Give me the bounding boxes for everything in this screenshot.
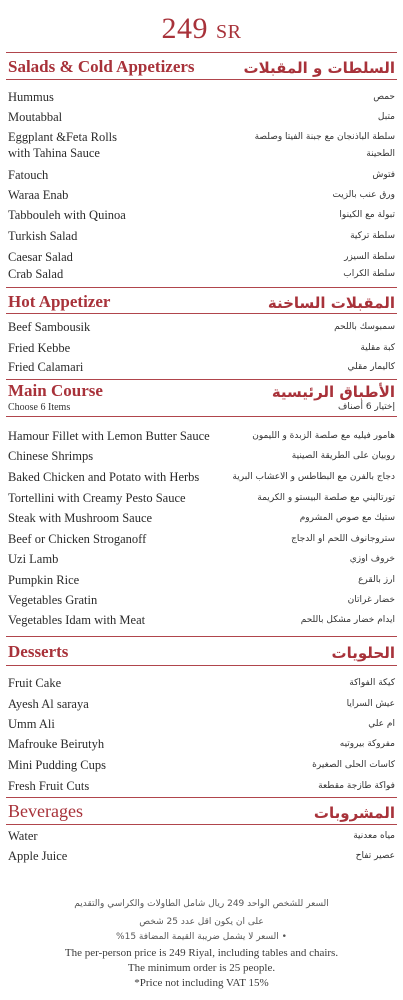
menu-item: [8, 319, 395, 335]
item-name-ar: سلطة تركية: [350, 231, 395, 241]
item-name-en: Mafrouke Beirutyh: [8, 737, 105, 751]
item-name-en: Chinese Shrimps: [8, 449, 94, 463]
divider: [6, 665, 397, 666]
menu-item: [8, 340, 395, 356]
footer-note-en-price: The per-person price is 249 Riyal, including tables and chairs.: [64, 947, 339, 959]
item-name-en: Umm Ali: [8, 717, 55, 731]
item-name-ar: كبة مقلية: [360, 343, 395, 353]
menu-item: [8, 490, 395, 506]
item-name-ar: دجاج بالفرن مع البطاطس و الاعشاب البرية: [232, 472, 395, 482]
item-name-en-line1: Eggplant &Feta Rolls: [8, 130, 118, 144]
menu-item: [8, 531, 395, 547]
price-unit: SR: [216, 21, 242, 43]
item-name-en: Fresh Fruit Cuts: [8, 779, 90, 793]
menu-item: [8, 696, 395, 712]
item-name-en: Hamour Fillet with Lemon Butter Sauce: [8, 429, 210, 443]
footer-note-ar-minimum: على ان يكون اقل عدد 25 شخص: [139, 917, 264, 927]
menu-item: [8, 572, 395, 588]
item-name-en: Fatouch: [8, 168, 49, 182]
item-name-ar: كاسات الحلى الصغيرة: [312, 760, 395, 770]
item-name-ar: حمص: [373, 92, 395, 102]
item-name-en: Pumpkin Rice: [8, 573, 80, 587]
item-name-ar: كيكة الفواكة: [349, 678, 395, 688]
item-name-ar: عيش السرايا: [346, 699, 395, 709]
item-name-ar: ارز بالقرع: [358, 575, 395, 585]
item-name-en: Baked Chicken and Potato with Herbs: [8, 470, 200, 484]
menu-price: [0, 12, 403, 46]
menu-item: [8, 510, 395, 526]
item-name-en: Crab Salad: [8, 267, 64, 281]
section-title-ar: المقبلات الساخنة: [267, 294, 395, 312]
item-name-en-line2: with Tahina Sauce: [8, 146, 100, 160]
item-name-en: Turkish Salad: [8, 229, 78, 243]
item-name-en: Tabbouleh with Quinoa: [8, 208, 126, 222]
item-name-en: Caesar Salad: [8, 250, 73, 264]
item-name-ar: تبولة مع الكينوا: [339, 210, 395, 220]
item-name-en: Steak with Mushroom Sauce: [8, 511, 153, 525]
item-name-ar: مياه معدنية: [353, 831, 395, 841]
item-name-ar: ورق عنب بالزيت: [332, 190, 395, 200]
item-name-en: Waraa Enab: [8, 188, 69, 202]
item-name-ar: ايدام خضار مشكل باللحم: [300, 615, 395, 625]
menu-item: [8, 129, 395, 163]
item-name-en: Water: [8, 829, 38, 843]
section-title-en: Hot Appetizer: [8, 292, 111, 311]
menu-item: [8, 612, 395, 628]
footer-note-ar-price: السعر للشخص الواحد 249 ريال شامل الطاولات والكراسي والتقديم: [74, 899, 329, 909]
item-name-ar: ام علي: [368, 719, 395, 729]
item-name-ar: ستروجانوف اللحم او الدجاج: [291, 534, 395, 544]
menu-item: [8, 187, 395, 203]
menu-item: [8, 675, 395, 691]
divider: [6, 79, 397, 80]
divider: [6, 379, 397, 380]
item-name-en: Vegetables Gratin: [8, 593, 98, 607]
divider: [6, 416, 397, 417]
item-name-ar: خروف اوزي: [349, 554, 395, 564]
item-name-en: Hummus: [8, 90, 54, 104]
menu-item: [8, 109, 395, 125]
section-subtitle: [8, 402, 395, 413]
item-name-en: Uzi Lamb: [8, 552, 59, 566]
menu-item: [8, 551, 395, 567]
menu-item: [8, 266, 395, 282]
item-name-en: [8, 129, 117, 161]
item-name-en: Ayesh Al saraya: [8, 697, 89, 711]
divider: [6, 636, 397, 637]
menu-item: [8, 228, 395, 244]
section-title-en: Salads & Cold Appetizers: [8, 57, 195, 76]
section-header-desserts: [8, 638, 395, 662]
section-header-salads: [8, 53, 395, 77]
subtitle-en: Choose 6 Items: [8, 402, 71, 413]
item-name-en: Beef Sambousik: [8, 320, 91, 334]
menu-item: [8, 848, 395, 864]
item-name-ar: فتوش: [372, 170, 395, 180]
item-name-ar: هامور فيليه مع صلصة الزبدة و الليمون: [252, 431, 395, 441]
section-title-ar: المشروبات: [313, 804, 395, 822]
footer-note-ar-vat: • السعر لا يشمل ضريبة القيمة المضافة 15%: [116, 932, 287, 942]
item-name-ar: عصير تفاح: [355, 851, 395, 861]
section-title-ar: الأطباق الرئيسية: [271, 383, 395, 401]
item-name-en: Fried Calamari: [8, 360, 84, 374]
menu-item: [8, 89, 395, 105]
item-name-ar: ستيك مع صوص المشروم: [299, 513, 395, 523]
menu-item: [8, 778, 395, 794]
menu-item: [8, 249, 395, 265]
item-name-ar: روبيان على الطريقة الصينية: [291, 451, 395, 461]
item-name-en: Apple Juice: [8, 849, 68, 863]
footer-note-en-minimum: The minimum order is 25 people.: [127, 962, 276, 974]
menu-item: [8, 428, 395, 444]
footer-note-en-vat: *Price not including VAT 15%: [134, 977, 269, 989]
item-name-ar: تورتاليني مع صلصة البيستو و الكريمة: [257, 493, 395, 503]
item-name-en: Tortellini with Creamy Pesto Sauce: [8, 491, 186, 505]
section-title-ar: الحلويات: [331, 644, 395, 662]
item-name-en: Beef or Chicken Stroganoff: [8, 532, 147, 546]
divider: [6, 313, 397, 314]
menu-item: [8, 757, 395, 773]
menu-item: [8, 469, 395, 485]
item-name-ar: كاليمار مقلي: [347, 362, 395, 372]
item-name-ar: متبل: [377, 112, 395, 122]
menu-item: [8, 592, 395, 608]
item-name-en: Vegetables Idam with Meat: [8, 613, 146, 627]
section-header-hot: [8, 288, 395, 312]
item-name-ar: مفروكة بيروتيه: [339, 739, 395, 749]
item-name-ar: فواكة طازجة مقطعة: [318, 781, 395, 791]
section-title-en: Desserts: [8, 642, 69, 661]
section-header-beverages: [8, 798, 395, 822]
menu-item: [8, 736, 395, 752]
item-name-en: Fruit Cake: [8, 676, 62, 690]
item-name-ar: خضار غراتان: [347, 595, 395, 605]
subtitle-ar: إختيار 6 أصناف: [338, 402, 395, 412]
item-name-en: Moutabbal: [8, 110, 63, 124]
item-name-ar: سلطة السيزر: [344, 252, 395, 262]
menu-item: [8, 828, 395, 844]
menu-item: [8, 716, 395, 732]
section-title-en: Main Course: [8, 381, 103, 400]
item-name-en: Mini Pudding Cups: [8, 758, 106, 772]
menu-item: [8, 448, 395, 464]
menu-item: [8, 207, 395, 223]
section-title-ar: السلطات و المقبلات: [243, 59, 395, 77]
item-name-ar: سمبوسك باللحم: [334, 322, 395, 332]
menu-item: [8, 167, 395, 183]
divider: [6, 824, 397, 825]
item-name-ar: سلطة الكراب: [343, 269, 395, 279]
menu-item: [8, 359, 395, 375]
item-name-ar: سلطة الباذنجان مع جبنة الفيتا وصلصة الطحينة: [254, 132, 395, 159]
section-title-en: Beverages: [8, 801, 83, 821]
item-name-en: Fried Kebbe: [8, 341, 71, 355]
price-amount: 249: [161, 12, 209, 45]
section-header-main: [8, 381, 395, 401]
